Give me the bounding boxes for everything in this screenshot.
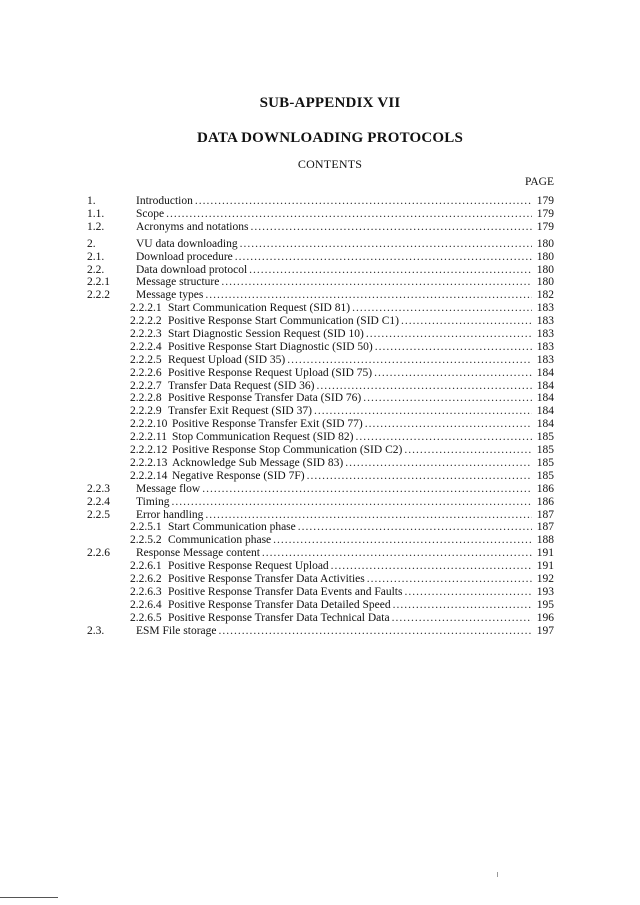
toc-entry [0,521,640,534]
toc-entry-title: Acronyms and notations [136,221,249,233]
toc-entry-page: 185 [536,444,554,456]
toc-entry-number: 2.2.6.5 [130,612,162,624]
toc-entry-number: 2.2.6.2 [130,573,162,585]
toc-entry-page: 191 [536,560,554,572]
toc-entry [0,276,640,289]
toc-entry-number: 2.2.2.10 [130,418,168,430]
toc-entry-line [136,276,554,289]
dot-leader [393,599,532,612]
toc-entry-number: 2.2.2.3 [130,328,162,340]
toc-entry-number: 2.2.5.2 [130,534,162,546]
toc-entry [0,405,640,418]
toc-entry-number: 2.2.4 [87,496,110,508]
toc-entry-line [168,534,554,547]
dot-leader [352,302,532,315]
toc-entry-line [168,521,554,534]
dot-leader [235,251,532,264]
toc-entry-line [136,238,554,251]
dot-leader [287,354,532,367]
dot-leader [392,612,532,625]
toc-entry-title: Positive Response Transfer Data Detailed Speed [168,599,391,611]
toc-entry-number: 2. [87,238,96,250]
toc-entry-title: Message types [136,289,204,301]
toc-entry-page: 195 [536,599,554,611]
toc-entry-number: 2.2.2.7 [130,380,162,392]
toc-entry [0,547,640,560]
dot-leader [355,431,531,444]
toc-entry-title: ESM File storage [136,625,217,637]
toc-entry-number: 2.2.5 [87,509,110,521]
dot-leader [202,483,532,496]
dot-leader [374,367,532,380]
toc-entry-line [168,405,554,418]
toc-entry-title: Timing [136,496,170,508]
toc-entry-number: 2.2.3 [87,483,110,495]
dot-leader [363,392,532,405]
toc-entry-number: 2.2.2.5 [130,354,162,366]
toc-entry-page: 180 [536,238,554,250]
toc-entry [0,367,640,380]
toc-entry [0,418,640,431]
toc-entry-line [168,560,554,573]
toc-entry [0,208,640,221]
toc-entry-page: 193 [536,586,554,598]
toc-entry-title: Request Upload (SID 35) [168,354,286,366]
toc-entry-title: Positive Response Transfer Data Activities [168,573,365,585]
toc-entry-line [168,302,554,315]
toc-entry-number: 2.2.2.13 [130,457,168,469]
toc-entry-title: Scope [136,208,165,220]
toc-entry [0,315,640,328]
dot-leader [195,195,532,208]
toc-entry-number: 2.2.1 [87,276,110,288]
toc-entry [0,289,640,302]
toc-entry-page: 184 [536,367,554,379]
toc-entry [0,251,640,264]
toc-entry-page: 187 [536,509,554,521]
toc-entry-number: 2.2.2.2 [130,315,162,327]
toc-entry-line [172,444,554,457]
toc-entry-number: 2.2.2.1 [130,302,162,314]
toc-entry-number: 2.2.6.4 [130,599,162,611]
dot-leader [404,444,531,457]
toc-entry-title: Data download protocol [136,264,248,276]
toc-entry [0,221,640,234]
dot-leader [273,534,532,547]
toc-entry-page: 183 [536,328,554,340]
toc-entry-page: 186 [536,496,554,508]
toc-entry-title: Positive Response Transfer Data Technical Data [168,612,390,624]
toc-entry-line [168,367,554,380]
toc-entry [0,457,640,470]
toc-entry-title: Transfer Exit Request (SID 37) [168,405,312,417]
toc-entry-page: 196 [536,612,554,624]
toc-entry-line [136,483,554,496]
page-subtitle: DATA DOWNLOADING PROTOCOLS [196,130,464,146]
toc-entry-title: Positive Response Transfer Exit (SID 77) [172,418,363,430]
toc-entry-title: Start Communication phase [168,521,296,533]
toc-entry [0,392,640,405]
dot-leader [366,328,532,341]
toc-entry [0,625,640,638]
toc-entry-page: 188 [536,534,554,546]
toc-entry-title: Acknowledge Sub Message (SID 83) [172,457,344,469]
toc-entry-number: 2.2.2.12 [130,444,168,456]
scan-speck [497,872,498,877]
dot-leader [219,625,532,638]
toc-entry-line [136,208,554,221]
toc-entry-title: Positive Response Transfer Data (SID 76) [168,392,362,404]
dot-leader [262,547,532,560]
toc-entry-title: Download procedure [136,251,233,263]
toc-entry-page: 185 [536,470,554,482]
toc-entry-line [168,586,554,599]
toc-entry-line [136,251,554,264]
toc-entry-line [172,431,554,444]
toc-entry [0,238,640,251]
dot-leader [314,405,532,418]
toc-entry-number: 2.2.6 [87,547,110,559]
toc-entry-page: 184 [536,380,554,392]
toc-entry-title: Message flow [136,483,201,495]
dot-leader [365,418,532,431]
dot-leader [298,521,532,534]
toc-entry [0,302,640,315]
toc-entry [0,534,640,547]
toc-entry-line [168,599,554,612]
toc-entry-line [168,341,554,354]
toc-entry-title: Message structure [136,276,220,288]
toc-entry-page: 180 [536,264,554,276]
contents-heading: CONTENTS [297,157,363,171]
toc-entry-page: 197 [536,625,554,637]
toc-entry [0,354,640,367]
toc-entry-line [168,392,554,405]
page-title: SUB-APPENDIX VII [259,95,401,111]
dot-leader [307,470,532,483]
toc-entry-number: 2.2.6.3 [130,586,162,598]
toc-entry-line [136,496,554,509]
toc-entry [0,560,640,573]
toc-entry-number: 2.2.6.1 [130,560,162,572]
dot-leader [401,315,532,328]
toc-entry-page: 185 [536,431,554,443]
toc-entry-page: 183 [536,354,554,366]
toc-entry-number: 2.2. [87,264,105,276]
toc-entry-page: 184 [536,418,554,430]
toc-entry [0,612,640,625]
toc-entry-line [172,457,554,470]
toc-entry-title: Positive Response Start Diagnostic (SID 50) [168,341,373,353]
toc-entry-title: Start Diagnostic Session Request (SID 10) [168,328,364,340]
toc-entry-title: Start Communication Request (SID 81) [168,302,351,314]
toc-entry [0,444,640,457]
toc-entry-page: 191 [536,547,554,559]
toc-entry-page: 185 [536,457,554,469]
toc-entry-line [168,354,554,367]
toc-entry-number: 2.2.2 [87,289,110,301]
toc-entry [0,341,640,354]
toc-entry-title: Communication phase [168,534,272,546]
toc-entry-number: 2.3. [87,625,105,637]
dot-leader [240,238,532,251]
toc-entry-page: 187 [536,521,554,533]
toc-entry-line [136,195,554,208]
toc-entry [0,573,640,586]
footer-rule [0,897,58,898]
toc-entry-page: 179 [536,195,554,207]
toc-entry-page: 183 [536,315,554,327]
toc-entry-title: Positive Response Stop Communication (SID C2) [172,444,403,456]
toc-entry-title: Positive Response Transfer Data Events and Faults [168,586,403,598]
page-column-label: PAGE [525,176,554,188]
toc-entry [0,470,640,483]
dot-leader [205,289,531,302]
toc-entry-number: 2.2.2.8 [130,392,162,404]
toc-entry-title: VU data downloading [136,238,238,250]
toc-entry-title: Negative Response (SID 7F) [172,470,305,482]
toc-entry-page: 183 [536,302,554,314]
dot-leader [345,457,532,470]
toc-entry-number: 2.2.2.11 [130,431,167,443]
toc-entry-line [136,289,554,302]
toc-entry-number: 2.2.5.1 [130,521,162,533]
toc-entry-line [168,328,554,341]
toc-entry-page: 184 [536,405,554,417]
toc-entry-number: 2.2.2.4 [130,341,162,353]
toc-entry-page: 192 [536,573,554,585]
toc-entry-number: 2.2.2.6 [130,367,162,379]
toc-entry-line [136,221,554,234]
toc-entry-number: 2.1. [87,251,105,263]
toc-entry-line [168,573,554,586]
toc-entry-title: Introduction [136,195,193,207]
toc-entry-page: 180 [536,276,554,288]
toc-entry-title: Error handling [136,509,204,521]
toc-entry-page: 182 [536,289,554,301]
toc-entry-title: Response Message content [136,547,260,559]
toc-entry [0,483,640,496]
toc-entry-page: 184 [536,392,554,404]
toc-entry-line [168,612,554,625]
toc-entry [0,328,640,341]
toc-entry-number: 1.1. [87,208,105,220]
toc-entry-page: 179 [536,208,554,220]
toc-entry-title: Positive Response Request Upload [168,560,329,572]
dot-leader [367,573,532,586]
dot-leader [166,208,532,221]
toc-entry-title: Transfer Data Request (SID 36) [168,380,315,392]
toc-entry-line [168,315,554,328]
toc-entry [0,195,640,208]
toc-entry [0,599,640,612]
dot-leader [221,276,531,289]
toc-entry-number: 1. [87,195,96,207]
toc-entry-title: Positive Response Request Upload (SID 75) [168,367,373,379]
dot-leader [404,586,531,599]
toc-entry-line [136,547,554,560]
toc-entry [0,586,640,599]
toc-entry-line [136,625,554,638]
dot-leader [331,560,532,573]
toc-entry-title: Positive Response Start Communication (SID C1) [168,315,399,327]
toc-entry-number: 2.2.2.9 [130,405,162,417]
toc-entry-page: 179 [536,221,554,233]
toc-entry [0,496,640,509]
toc-entry-line [172,418,554,431]
toc-entry-number: 2.2.2.14 [130,470,168,482]
dot-leader [250,221,531,234]
dot-leader [375,341,532,354]
dot-leader [171,496,531,509]
toc-entry-title: Stop Communication Request (SID 82) [172,431,354,443]
toc-entry-line [172,470,554,483]
toc-entry-page: 183 [536,341,554,353]
toc-entry [0,431,640,444]
toc-entry-page: 180 [536,251,554,263]
toc-entry-number: 1.2. [87,221,105,233]
toc-entry-page: 186 [536,483,554,495]
